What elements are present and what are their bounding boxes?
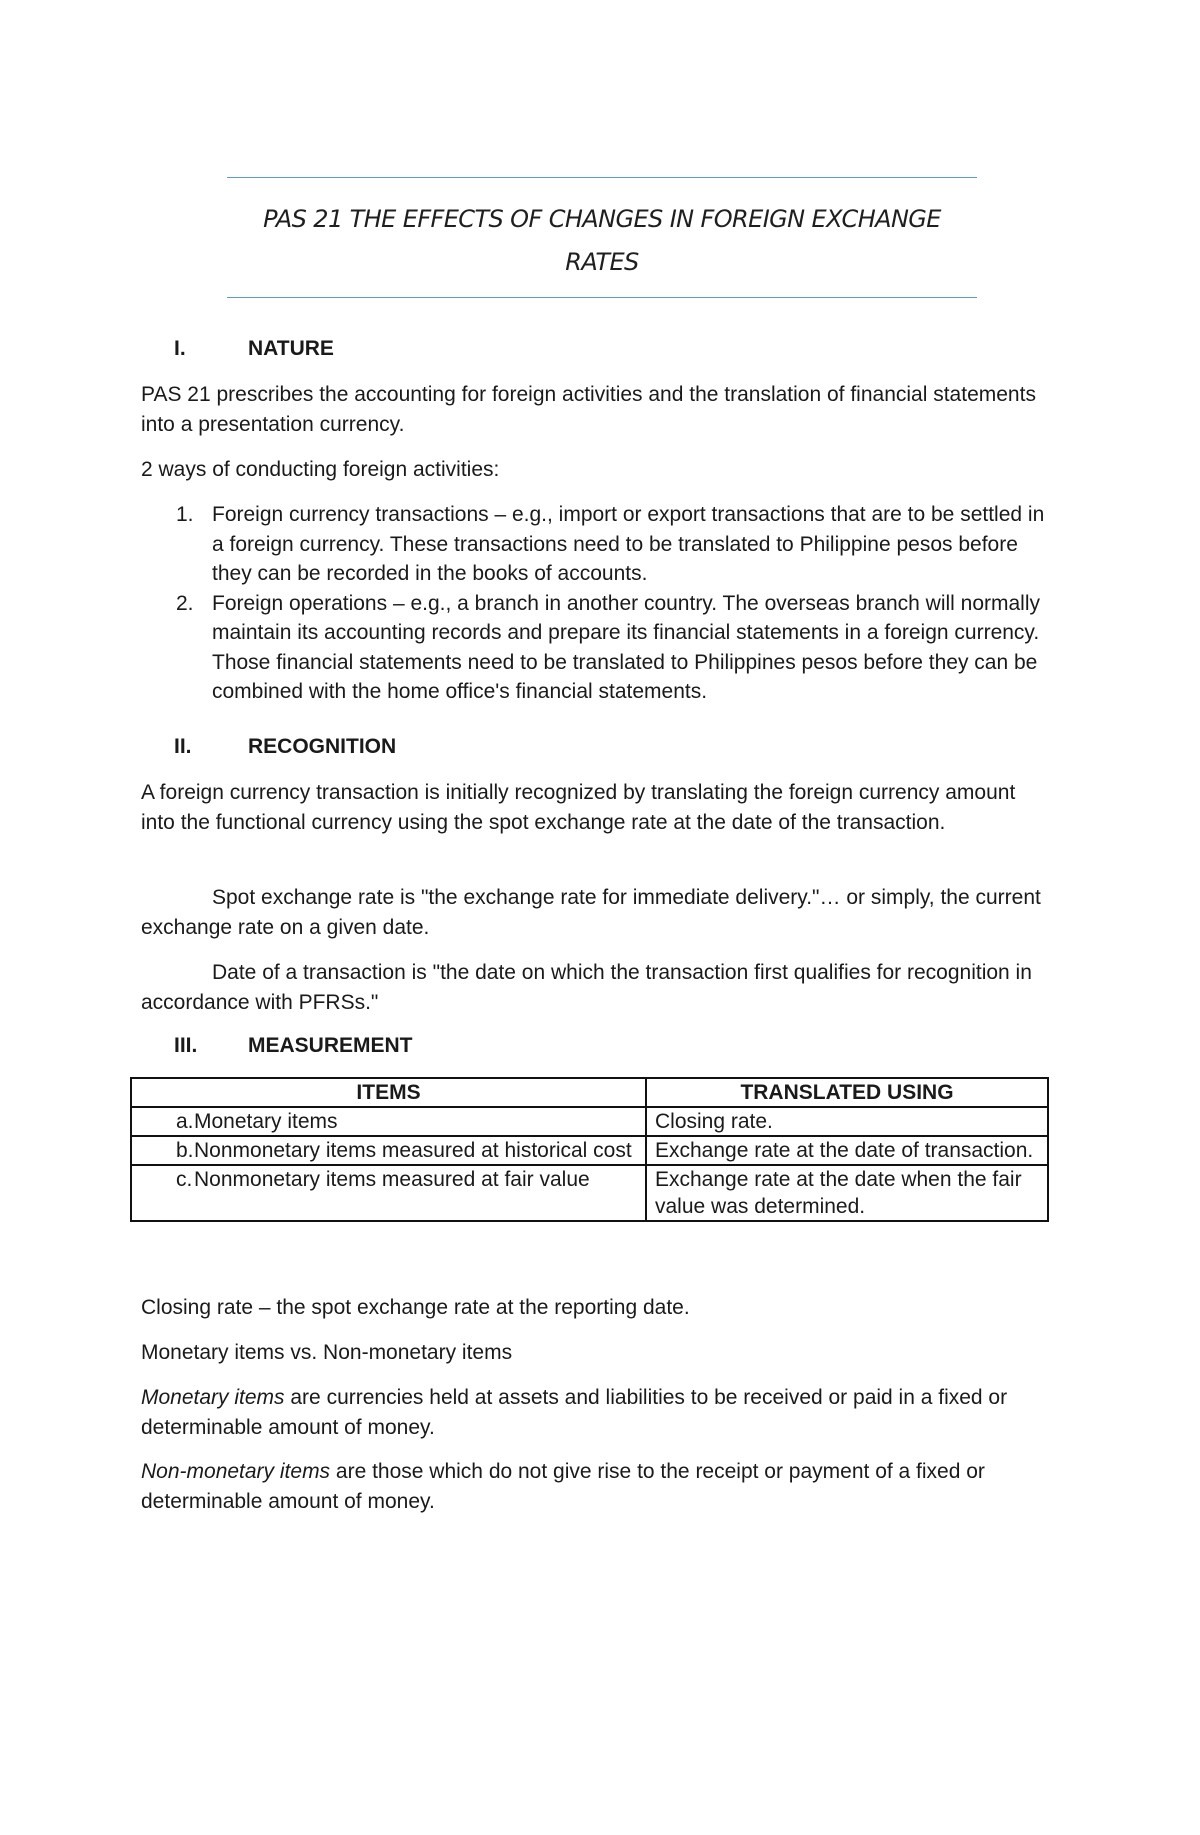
list-marker: 1. <box>176 503 194 526</box>
recognition-para-1: A foreign currency transaction is initially recognized by translating the foreign currency amount into the functional currency using the spot exchange rate at the date of the transaction. <box>141 781 1016 834</box>
translated-cell: Closing rate. <box>646 1107 1048 1136</box>
section-heading-nature <box>174 335 334 363</box>
section-heading-recognition <box>174 733 396 761</box>
translated-cell: Exchange rate at the date when the fair value was determined. <box>646 1165 1048 1221</box>
item-cell <box>131 1165 646 1221</box>
item-cell <box>131 1107 646 1136</box>
item-letter: c. <box>176 1168 193 1191</box>
list-item-text: Foreign currency transactions – e.g., import or export transactions that are to be settled in a foreign currency. These transactions need to be translated to Philippine pesos before they can be recorded in the books of accounts. <box>212 503 1045 585</box>
column-header-translated-using: TRANSLATED USING <box>646 1078 1048 1107</box>
ways-list <box>141 500 1061 707</box>
item-text: Monetary items <box>194 1110 338 1133</box>
title-top-rule <box>227 177 977 178</box>
item-cell <box>131 1136 646 1165</box>
list-marker: 2. <box>176 591 194 615</box>
title-bottom-rule <box>227 297 977 298</box>
closing-rate-note: Closing rate – the spot exchange rate at the reporting date. <box>141 1296 690 1319</box>
table-header-row <box>131 1078 1048 1107</box>
nonmonetary-definition <box>141 1457 1041 1516</box>
table-row <box>131 1165 1048 1221</box>
list-item-text: Foreign operations – e.g., a branch in another country. The overseas branch will normally maintain its accounting records and prepare its financial statements in a foreign currency. Those financial statements need to be translated to Philippines pesos before they can be combined with the home office's financial statements. <box>212 591 1041 703</box>
section-title: RECOGNITION <box>248 735 397 758</box>
nature-intro: PAS 21 prescribes the accounting for foreign activities and the translation of financial statements into a presentation currency. <box>141 383 1036 436</box>
ways-intro: 2 ways of conducting foreign activities: <box>141 458 500 481</box>
section-number: II. <box>174 735 192 758</box>
item-letter: a. <box>176 1110 194 1133</box>
section-number: I. <box>174 337 186 360</box>
translated-cell: Exchange rate at the date of transaction. <box>646 1136 1048 1165</box>
section-title: MEASUREMENT <box>248 1034 413 1057</box>
list-item <box>141 500 1061 589</box>
recognition-para-2: Spot exchange rate is "the exchange rate for immediate delivery."… or simply, the current exchange rate on a given date. <box>141 886 1041 939</box>
measurement-table <box>130 1077 1049 1222</box>
item-text: Nonmonetary items measured at historical cost <box>194 1139 632 1162</box>
list-item <box>141 589 1061 707</box>
column-header-items: ITEMS <box>131 1078 646 1107</box>
table-row <box>131 1107 1048 1136</box>
monetary-vs-nonmonetary: Monetary items vs. Non-monetary items <box>141 1341 513 1364</box>
document-title: PAS 21 THE EFFECTS OF CHANGES IN FOREIGN EXCHANGE RATES <box>263 205 941 276</box>
monetary-def-text: are currencies held at assets and liabilities to be received or paid in a fixed or determinable amount of money. <box>141 1386 1008 1439</box>
monetary-definition <box>141 1383 1041 1442</box>
section-number: III. <box>174 1034 198 1057</box>
table-row <box>131 1136 1048 1165</box>
item-letter: b. <box>176 1139 194 1162</box>
nonmonetary-term: Non-monetary items <box>141 1460 331 1483</box>
nonmonetary-def-text: are those which do not give rise to the receipt or payment of a fixed or determinable amount of money. <box>141 1460 985 1513</box>
section-title: NATURE <box>248 337 334 360</box>
section-heading-measurement <box>174 1032 413 1060</box>
item-text: Nonmonetary items measured at fair value <box>194 1168 590 1191</box>
monetary-term: Monetary items <box>141 1386 285 1409</box>
recognition-para-3: Date of a transaction is "the date on which the transaction first qualifies for recognition in accordance with PFRSs." <box>141 961 1032 1014</box>
